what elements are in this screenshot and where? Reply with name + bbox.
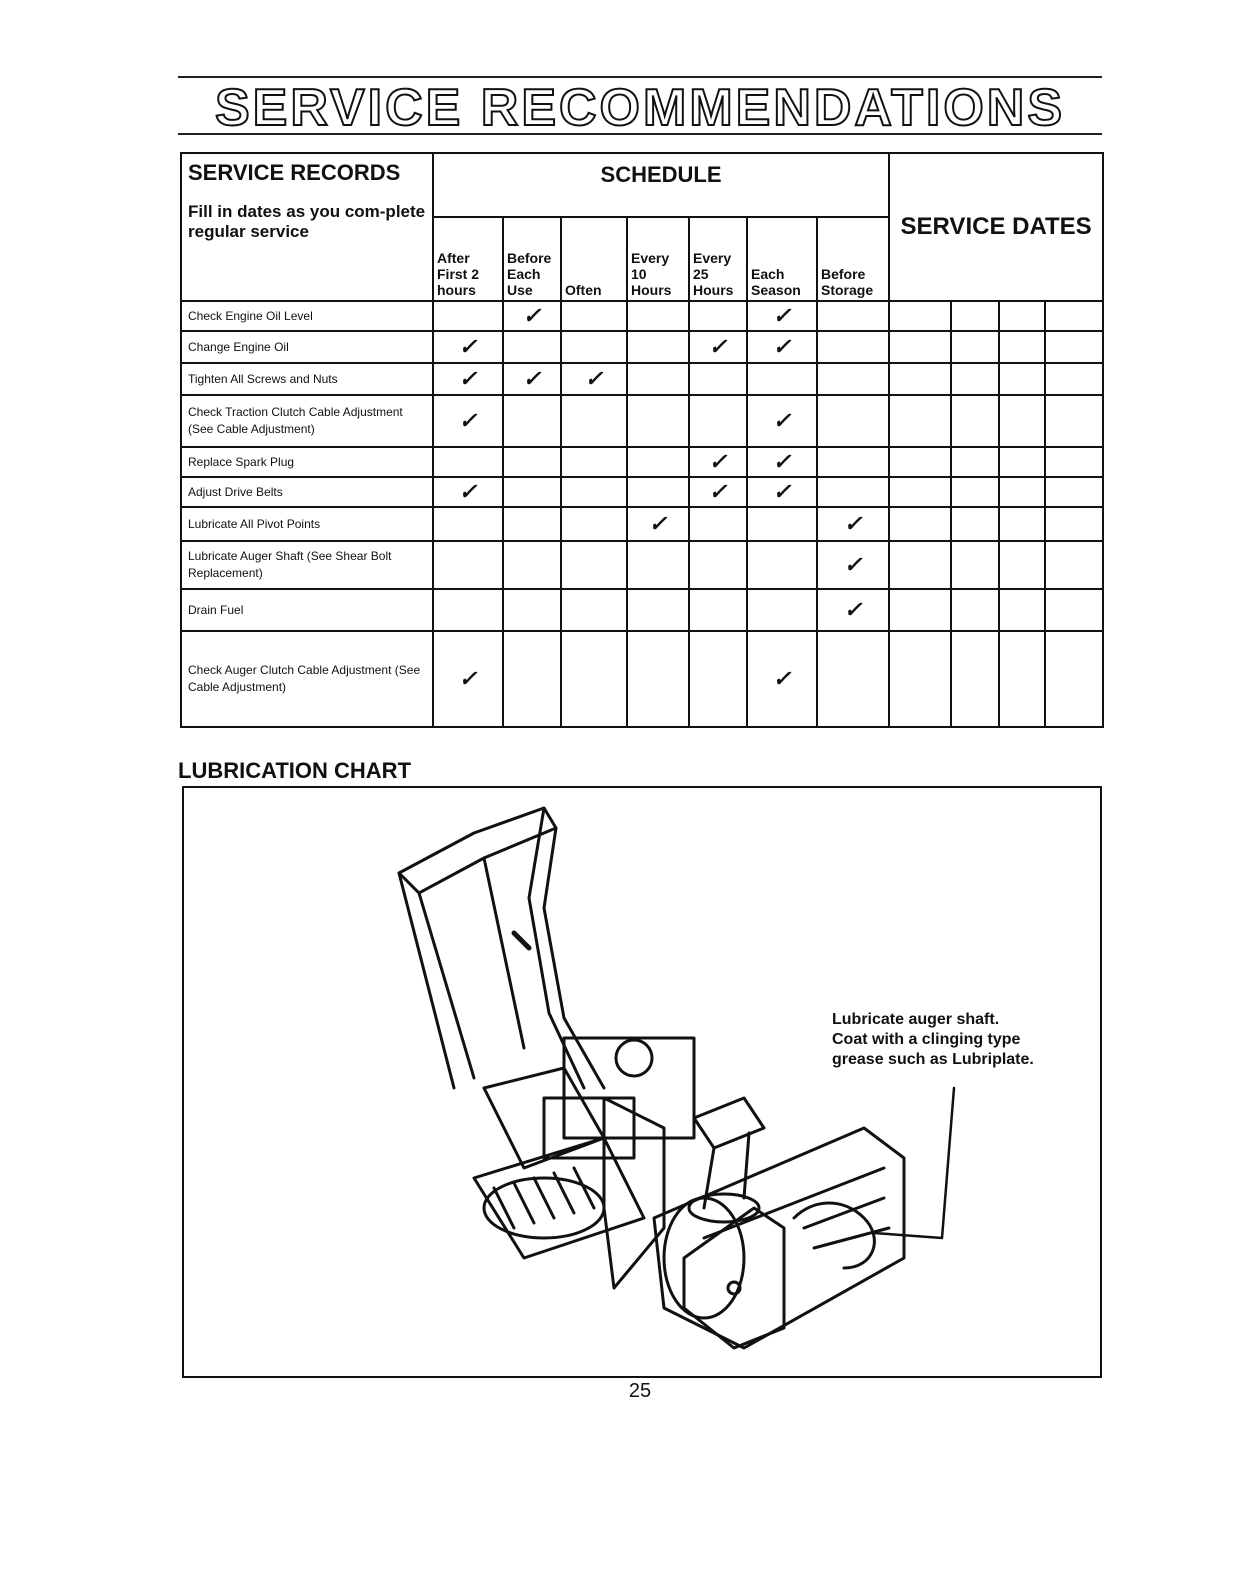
service-date-cell[interactable]	[889, 507, 951, 541]
schedule-cell	[503, 331, 561, 363]
service-date-cell[interactable]	[999, 301, 1045, 331]
schedule-cell	[747, 541, 817, 589]
service-date-cell[interactable]	[951, 477, 999, 507]
schedule-cell	[689, 363, 747, 395]
schedule-cell	[433, 447, 503, 477]
schedule-column-header: Every 10 Hours	[627, 217, 689, 301]
schedule-cell	[503, 395, 561, 447]
lubrication-chart-box	[182, 786, 1102, 1378]
service-date-cell[interactable]	[951, 447, 999, 477]
task-label: Lubricate Auger Shaft (See Shear Bolt Replacement)	[181, 541, 433, 589]
schedule-cell	[817, 631, 889, 727]
table-row	[181, 541, 1103, 589]
check-mark-cell: ✓	[689, 447, 747, 477]
task-label: Drain Fuel	[181, 589, 433, 631]
schedule-cell	[433, 507, 503, 541]
schedule-cell	[627, 447, 689, 477]
task-label: Tighten All Screws and Nuts	[181, 363, 433, 395]
schedule-cell	[627, 363, 689, 395]
task-label: Change Engine Oil	[181, 331, 433, 363]
table-row	[181, 447, 1103, 477]
service-date-cell[interactable]	[999, 477, 1045, 507]
service-date-cell[interactable]	[1045, 363, 1103, 395]
check-mark-cell: ✓	[817, 507, 889, 541]
schedule-cell	[561, 507, 627, 541]
schedule-cell	[689, 541, 747, 589]
service-date-cell[interactable]	[1045, 507, 1103, 541]
service-dates-header: SERVICE DATES	[889, 153, 1103, 301]
task-label: Replace Spark Plug	[181, 447, 433, 477]
service-date-cell[interactable]	[951, 589, 999, 631]
schedule-cell	[627, 331, 689, 363]
service-date-cell[interactable]	[889, 395, 951, 447]
lubrication-chart-title: LUBRICATION CHART	[178, 758, 412, 783]
task-label: Check Auger Clutch Cable Adjustment (See Cable Adjustment)	[181, 631, 433, 727]
service-date-cell[interactable]	[999, 395, 1045, 447]
schedule-cell	[627, 395, 689, 447]
schedule-cell	[561, 541, 627, 589]
service-date-cell[interactable]	[1045, 301, 1103, 331]
check-mark-cell: ✓	[747, 631, 817, 727]
schedule-cell	[747, 589, 817, 631]
table-row	[181, 507, 1103, 541]
snow-thrower-illustration	[184, 788, 1100, 1376]
check-mark-cell: ✓	[747, 395, 817, 447]
schedule-cell	[627, 631, 689, 727]
check-mark-cell: ✓	[817, 589, 889, 631]
schedule-cell	[503, 631, 561, 727]
check-mark-cell: ✓	[747, 301, 817, 331]
check-mark-cell: ✓	[689, 477, 747, 507]
service-date-cell[interactable]	[889, 331, 951, 363]
schedule-cell	[689, 631, 747, 727]
schedule-cell	[817, 447, 889, 477]
service-date-cell[interactable]	[951, 541, 999, 589]
schedule-cell	[817, 395, 889, 447]
service-date-cell[interactable]	[1045, 395, 1103, 447]
service-date-cell[interactable]	[951, 331, 999, 363]
service-date-cell[interactable]	[999, 331, 1045, 363]
service-date-cell[interactable]	[999, 447, 1045, 477]
check-mark-cell: ✓	[503, 301, 561, 331]
table-row	[181, 395, 1103, 447]
schedule-cell	[747, 363, 817, 395]
schedule-cell	[817, 363, 889, 395]
schedule-cell	[503, 447, 561, 477]
service-date-cell[interactable]	[889, 363, 951, 395]
schedule-cell	[433, 589, 503, 631]
schedule-cell	[561, 301, 627, 331]
service-date-cell[interactable]	[951, 631, 999, 727]
service-date-cell[interactable]	[999, 507, 1045, 541]
check-mark-cell: ✓	[561, 363, 627, 395]
service-date-cell[interactable]	[889, 541, 951, 589]
service-date-cell[interactable]	[951, 301, 999, 331]
check-mark-cell: ✓	[627, 507, 689, 541]
check-mark-cell: ✓	[747, 447, 817, 477]
schedule-cell	[503, 477, 561, 507]
service-date-cell[interactable]	[999, 589, 1045, 631]
schedule-cell	[689, 395, 747, 447]
task-label: Lubricate All Pivot Points	[181, 507, 433, 541]
task-label: Adjust Drive Belts	[181, 477, 433, 507]
schedule-cell	[747, 507, 817, 541]
table-row	[181, 477, 1103, 507]
check-mark-cell: ✓	[433, 477, 503, 507]
schedule-column-header: Often	[561, 217, 627, 301]
check-mark-cell: ✓	[747, 477, 817, 507]
service-date-cell[interactable]	[999, 541, 1045, 589]
service-records-header	[181, 153, 433, 301]
service-date-cell[interactable]	[1045, 447, 1103, 477]
schedule-column-header: Before Each Use	[503, 217, 561, 301]
schedule-cell	[689, 301, 747, 331]
service-date-cell[interactable]	[1045, 331, 1103, 363]
table-row	[181, 331, 1103, 363]
table-row	[181, 631, 1103, 727]
lubrication-note	[832, 1010, 1034, 1070]
service-date-cell[interactable]	[951, 507, 999, 541]
schedule-column-header: Each Season	[747, 217, 817, 301]
schedule-cell	[503, 507, 561, 541]
service-date-cell[interactable]	[889, 477, 951, 507]
check-mark-cell: ✓	[433, 363, 503, 395]
service-date-cell[interactable]	[1045, 541, 1103, 589]
page-number: 25	[628, 1380, 652, 1402]
schedule-cell	[817, 301, 889, 331]
check-mark-cell: ✓	[747, 331, 817, 363]
schedule-cell	[689, 507, 747, 541]
schedule-cell	[817, 331, 889, 363]
schedule-cell	[561, 631, 627, 727]
service-date-cell[interactable]	[999, 631, 1045, 727]
schedule-cell	[627, 477, 689, 507]
schedule-cell	[627, 301, 689, 331]
schedule-header: SCHEDULE	[433, 153, 889, 217]
service-date-cell[interactable]	[889, 447, 951, 477]
title-rule-top	[178, 76, 1102, 78]
service-date-cell[interactable]	[889, 631, 951, 727]
check-mark-cell: ✓	[503, 363, 561, 395]
service-date-cell[interactable]	[1045, 589, 1103, 631]
lubrication-note-line-2: Coat with a clinging type	[832, 1031, 1021, 1048]
schedule-cell	[503, 541, 561, 589]
service-table	[180, 152, 1104, 728]
schedule-cell	[627, 541, 689, 589]
schedule-column-header: Before Storage	[817, 217, 889, 301]
schedule-cell	[503, 589, 561, 631]
service-rows	[181, 301, 1103, 727]
check-mark-cell: ✓	[433, 631, 503, 727]
task-label: Check Traction Clutch Cable Adjustment (See Cable Adjustment)	[181, 395, 433, 447]
service-date-cell[interactable]	[999, 363, 1045, 395]
schedule-cell	[561, 447, 627, 477]
schedule-cell	[561, 589, 627, 631]
lubrication-note-line-1: Lubricate auger shaft.	[832, 1011, 1000, 1028]
schedule-cell	[561, 477, 627, 507]
page-title: SERVICE RECOMMENDATIONS	[214, 79, 1066, 137]
lubrication-note-line-3: grease such as Lubriplate.	[832, 1051, 1034, 1068]
check-mark-cell: ✓	[817, 541, 889, 589]
schedule-column-header: Every 25 Hours	[689, 217, 747, 301]
table-row	[181, 589, 1103, 631]
check-mark-cell: ✓	[433, 395, 503, 447]
table-row	[181, 301, 1103, 331]
service-date-cell[interactable]	[1045, 477, 1103, 507]
service-date-cell[interactable]	[951, 395, 999, 447]
schedule-cell	[561, 395, 627, 447]
check-mark-cell: ✓	[689, 331, 747, 363]
title-rule-bottom	[178, 133, 1102, 135]
task-label: Check Engine Oil Level	[181, 301, 433, 331]
schedule-cell	[561, 331, 627, 363]
service-date-cell[interactable]	[1045, 631, 1103, 727]
schedule-cell	[627, 589, 689, 631]
service-date-cell[interactable]	[889, 589, 951, 631]
schedule-cell	[433, 301, 503, 331]
table-row	[181, 363, 1103, 395]
schedule-column-header: After First 2 hours	[433, 217, 503, 301]
check-mark-cell: ✓	[433, 331, 503, 363]
service-records-instructions: Fill in dates as you com-plete regular service	[188, 202, 426, 241]
service-date-cell[interactable]	[889, 301, 951, 331]
schedule-cell	[689, 589, 747, 631]
schedule-cell	[817, 477, 889, 507]
service-date-cell[interactable]	[951, 363, 999, 395]
service-records-title: SERVICE RECORDS	[188, 160, 401, 185]
schedule-cell	[433, 541, 503, 589]
